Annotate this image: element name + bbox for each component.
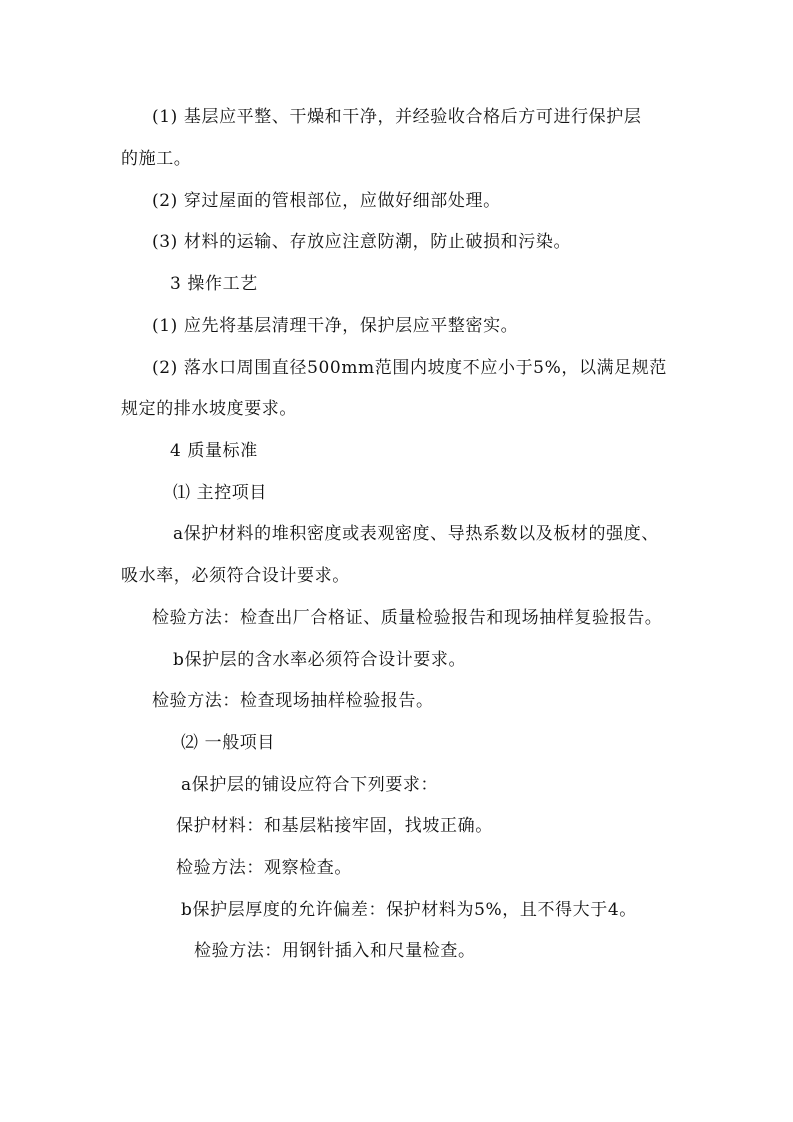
paragraph-line: a保护层的铺设应符合下列要求： [181,775,439,795]
paragraph-line: (3) 材料的运输、存放应注意防潮，防止破损和污染。 [152,232,572,252]
paragraph-line: (2) 落水口周围直径500mm范围内坡度不应小于5%，以满足规范 [152,358,667,378]
paragraph-line: 吸水率，必须符合设计要求。 [121,566,350,586]
paragraph-line: 规定的排水坡度要求。 [121,399,297,419]
paragraph-line: 的施工。 [121,149,192,169]
paragraph-line: 保护材料：和基层粘接牢固，找坡正确。 [176,816,493,836]
paragraph-line: a保护材料的堆积密度或表观密度、导热系数以及板材的强度、 [173,524,659,544]
paragraph-line: (1) 应先将基层清理干净，保护层应平整密实。 [152,316,519,336]
paragraph-line: (2) 穿过屋面的管根部位，应做好细部处理。 [152,191,501,211]
section-heading: 4 质量标准 [170,441,258,461]
inspection-method-line: 检验方法：用钢针插入和尺量检查。 [194,941,476,961]
section-heading: 3 操作工艺 [170,274,258,294]
inspection-method-line: 检验方法：检查现场抽样检验报告。 [152,691,434,711]
paragraph-line: b保护层厚度的允许偏差：保护材料为5%，且不得大于4。 [181,900,637,920]
subsection-heading: ⑴ 主控项目 [173,483,268,503]
paragraph-line: (1) 基层应平整、干燥和干净，并经验收合格后方可进行保护层 [152,107,642,127]
inspection-method-line: 检验方法：观察检查。 [176,858,352,878]
inspection-method-line: 检验方法：检查出厂合格证、质量检验报告和现场抽样复验报告。 [152,608,663,628]
subsection-heading: ⑵ 一般项目 [181,733,276,753]
paragraph-line: b保护层的含水率必须符合设计要求。 [173,650,467,670]
